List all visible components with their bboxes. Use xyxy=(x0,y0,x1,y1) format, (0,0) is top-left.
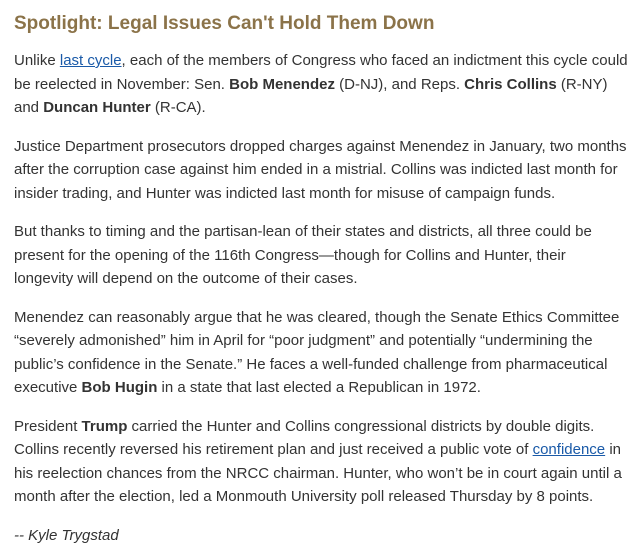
name-trump: Trump xyxy=(81,417,128,435)
text: Menendez can reasonably argue that he was cleared, though the Senate Ethics Committee “severely admonished” him in April for “poor judgment” and potentially “undermining the public’s confidence in the Senate.” He faces a well-funded challenge from pharmaceutical executive xyxy=(14,308,620,396)
byline: -- Kyle Trygstad xyxy=(14,526,119,544)
text: in a state that last elected a Republican in 1972. xyxy=(157,379,481,396)
text: , each of the members of Congress who faced an indictment this cycle could be reelected in November: Sen. xyxy=(14,52,628,93)
article-headline: Spotlight: Legal Issues Can't Hold Them Down xyxy=(14,13,435,34)
name-duncan-hunter: Duncan Hunter xyxy=(43,99,151,116)
paragraph-3: But thanks to timing and the partisan-lean of their states and districts, all three could be present for the opening of the 116th Congress—though for Collins and Hunter, their longevity will depend on the outcome of their cases. xyxy=(14,223,592,287)
text: (R-CA). xyxy=(150,99,206,116)
text: Unlike xyxy=(14,52,60,69)
text: (D-NJ), and Reps. xyxy=(334,75,465,93)
text: President xyxy=(14,417,82,435)
confidence-link[interactable]: confidence xyxy=(532,441,606,458)
paragraph-5 xyxy=(14,415,628,509)
name-chris-collins: Chris Collins xyxy=(464,75,557,93)
name-bob-menendez: Bob Menendez xyxy=(229,75,335,93)
last-cycle-link[interactable]: last cycle xyxy=(59,52,122,69)
name-bob-hugin: Bob Hugin xyxy=(81,379,158,396)
text: carried the Hunter and Collins congressional districts by double digits. Collins recently reversed his retirement plan and just received a public vote of xyxy=(14,417,595,458)
text: in his reelection chances from the NRCC chairman. Hunter, who won’t be in court again until a month after the election, led a Monmouth University poll released Thursday by 8 points. xyxy=(14,441,622,505)
paragraph-2: Justice Department prosecutors dropped charges against Menendez in January, two months after the corruption case against him ended in a mistrial. Collins was indicted last month for insider trading, and Hunter was indicted last month for misuse of campaign funds. xyxy=(14,137,627,202)
paragraph-4 xyxy=(14,306,628,400)
paragraph-1 xyxy=(14,49,628,120)
text: (R-NY) and xyxy=(14,75,608,116)
